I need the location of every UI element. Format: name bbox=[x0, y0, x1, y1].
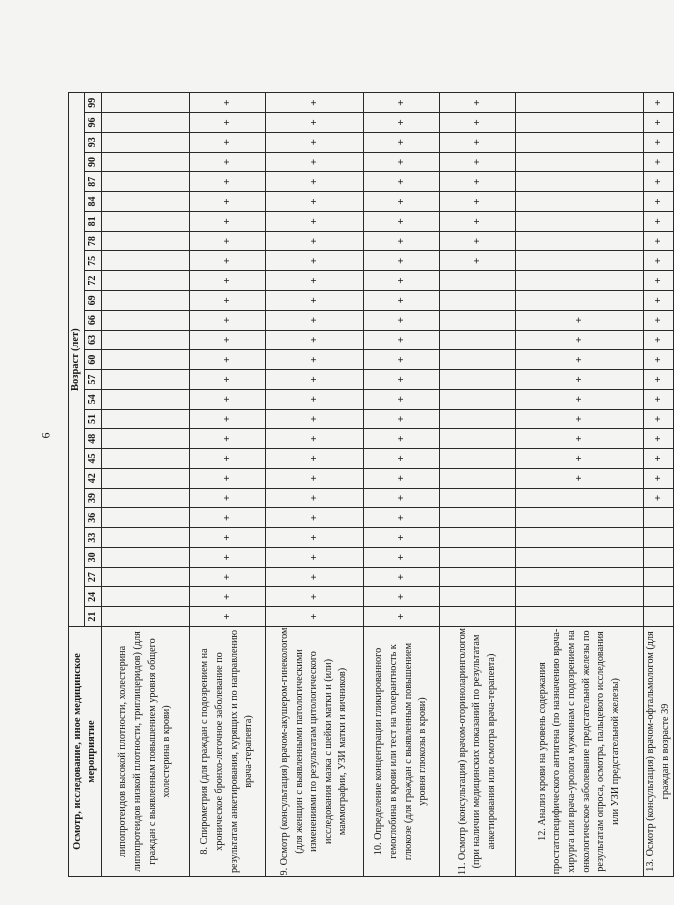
age-mark-cell: + bbox=[364, 132, 440, 152]
age-mark-cell bbox=[440, 587, 516, 607]
age-mark-cell: + bbox=[266, 409, 364, 429]
age-mark-cell bbox=[440, 370, 516, 390]
age-mark-cell bbox=[102, 172, 190, 192]
age-mark-cell: + bbox=[364, 508, 440, 528]
age-mark-cell bbox=[102, 290, 190, 310]
age-mark-cell bbox=[516, 132, 644, 152]
age-mark-cell: + bbox=[364, 113, 440, 133]
age-column-header: 69 bbox=[85, 290, 102, 310]
age-mark-cell bbox=[440, 271, 516, 291]
age-column-header: 66 bbox=[85, 310, 102, 330]
age-mark-cell bbox=[440, 350, 516, 370]
age-mark-cell bbox=[102, 211, 190, 231]
age-mark-cell bbox=[102, 251, 190, 271]
age-mark-cell: + bbox=[266, 429, 364, 449]
age-column-header: 21 bbox=[85, 607, 102, 627]
age-mark-cell: + bbox=[190, 429, 266, 449]
age-mark-cell: + bbox=[266, 370, 364, 390]
age-mark-cell: + bbox=[266, 271, 364, 291]
age-mark-cell: + bbox=[190, 271, 266, 291]
age-mark-cell bbox=[516, 172, 644, 192]
age-mark-cell: + bbox=[516, 389, 644, 409]
age-mark-cell bbox=[102, 370, 190, 390]
age-column-header: 39 bbox=[85, 488, 102, 508]
age-mark-cell: + bbox=[516, 330, 644, 350]
age-mark-cell: + bbox=[364, 330, 440, 350]
age-mark-cell bbox=[516, 93, 644, 113]
screening-schedule-table bbox=[68, 92, 674, 877]
age-mark-cell bbox=[102, 113, 190, 133]
age-column-header: 24 bbox=[85, 587, 102, 607]
age-mark-cell: + bbox=[190, 330, 266, 350]
age-mark-cell bbox=[102, 192, 190, 212]
age-mark-cell: + bbox=[644, 488, 674, 508]
age-mark-cell: + bbox=[364, 172, 440, 192]
age-column-header: 75 bbox=[85, 251, 102, 271]
age-mark-cell: + bbox=[190, 449, 266, 469]
age-mark-cell: + bbox=[440, 211, 516, 231]
table-row bbox=[644, 93, 674, 877]
age-mark-cell bbox=[516, 567, 644, 587]
age-mark-cell: + bbox=[266, 350, 364, 370]
age-mark-cell bbox=[440, 547, 516, 567]
age-mark-cell: + bbox=[364, 211, 440, 231]
age-mark-cell: + bbox=[364, 310, 440, 330]
age-mark-cell bbox=[516, 211, 644, 231]
age-mark-cell: + bbox=[190, 607, 266, 627]
age-mark-cell bbox=[516, 271, 644, 291]
age-mark-cell: + bbox=[644, 370, 674, 390]
age-mark-cell: + bbox=[440, 192, 516, 212]
age-mark-cell bbox=[644, 528, 674, 548]
age-mark-cell: + bbox=[644, 330, 674, 350]
age-mark-cell: + bbox=[266, 488, 364, 508]
age-mark-cell bbox=[440, 567, 516, 587]
age-mark-cell: + bbox=[190, 389, 266, 409]
age-mark-cell: + bbox=[364, 567, 440, 587]
age-mark-cell: + bbox=[266, 389, 364, 409]
header-row-top bbox=[69, 93, 85, 877]
age-mark-cell: + bbox=[440, 132, 516, 152]
age-mark-cell bbox=[440, 607, 516, 627]
age-mark-cell bbox=[102, 231, 190, 251]
age-mark-cell: + bbox=[644, 113, 674, 133]
age-mark-cell: + bbox=[266, 132, 364, 152]
age-mark-cell bbox=[644, 607, 674, 627]
table-row bbox=[516, 93, 644, 877]
age-mark-cell: + bbox=[190, 587, 266, 607]
age-mark-cell: + bbox=[190, 132, 266, 152]
age-mark-cell bbox=[440, 389, 516, 409]
age-mark-cell bbox=[440, 429, 516, 449]
age-mark-cell: + bbox=[440, 113, 516, 133]
age-mark-cell bbox=[440, 449, 516, 469]
age-mark-cell: + bbox=[190, 211, 266, 231]
age-mark-cell bbox=[102, 449, 190, 469]
table-row bbox=[102, 93, 190, 877]
age-mark-cell: + bbox=[516, 449, 644, 469]
age-mark-cell: + bbox=[190, 310, 266, 330]
age-mark-cell: + bbox=[190, 152, 266, 172]
age-mark-cell: + bbox=[266, 192, 364, 212]
age-mark-cell bbox=[102, 547, 190, 567]
age-mark-cell bbox=[440, 528, 516, 548]
rotated-table-container bbox=[68, 93, 671, 877]
table-row bbox=[364, 93, 440, 877]
age-mark-cell: + bbox=[364, 152, 440, 172]
age-mark-cell: + bbox=[644, 409, 674, 429]
age-column-header: 42 bbox=[85, 468, 102, 488]
procedure-cell: 11. Осмотр (консультация) врачом-оториноларингологом (при наличии медицинских показаний по результатам анкетирования или осмотра врача-терапевта) bbox=[440, 627, 516, 877]
table-row bbox=[266, 93, 364, 877]
age-mark-cell: + bbox=[266, 231, 364, 251]
age-mark-cell bbox=[102, 389, 190, 409]
procedure-cell: 13. Осмотр (консультация) врачом-офтальмологом (для граждан в возрасте 39 bbox=[644, 627, 674, 877]
age-mark-cell: + bbox=[644, 211, 674, 231]
age-mark-cell bbox=[516, 113, 644, 133]
page-number: 6 bbox=[38, 432, 53, 439]
age-mark-cell bbox=[644, 587, 674, 607]
age-mark-cell: + bbox=[190, 172, 266, 192]
age-mark-cell: + bbox=[644, 271, 674, 291]
age-mark-cell: + bbox=[266, 607, 364, 627]
age-mark-cell: + bbox=[266, 310, 364, 330]
age-mark-cell: + bbox=[516, 468, 644, 488]
age-mark-cell: + bbox=[364, 528, 440, 548]
age-mark-cell: + bbox=[644, 290, 674, 310]
age-mark-cell bbox=[440, 310, 516, 330]
age-mark-cell: + bbox=[644, 152, 674, 172]
age-mark-cell bbox=[516, 488, 644, 508]
age-mark-cell bbox=[440, 290, 516, 310]
age-mark-cell bbox=[102, 607, 190, 627]
age-mark-cell bbox=[102, 409, 190, 429]
age-column-header: 63 bbox=[85, 330, 102, 350]
age-mark-cell: + bbox=[190, 468, 266, 488]
age-mark-cell: + bbox=[190, 488, 266, 508]
age-mark-cell: + bbox=[644, 251, 674, 271]
age-mark-cell bbox=[440, 468, 516, 488]
age-mark-cell: + bbox=[190, 547, 266, 567]
age-mark-cell bbox=[440, 488, 516, 508]
age-mark-cell: + bbox=[440, 93, 516, 113]
age-mark-cell bbox=[102, 508, 190, 528]
age-mark-cell: + bbox=[644, 468, 674, 488]
age-mark-cell: + bbox=[516, 370, 644, 390]
age-column-header: 81 bbox=[85, 211, 102, 231]
age-mark-cell: + bbox=[266, 172, 364, 192]
age-column-header: 90 bbox=[85, 152, 102, 172]
age-mark-cell bbox=[644, 547, 674, 567]
age-mark-cell: + bbox=[266, 449, 364, 469]
age-mark-cell: + bbox=[364, 350, 440, 370]
age-mark-cell: + bbox=[190, 567, 266, 587]
age-mark-cell bbox=[644, 508, 674, 528]
age-mark-cell: + bbox=[364, 607, 440, 627]
age-mark-cell: + bbox=[364, 449, 440, 469]
age-mark-cell: + bbox=[266, 251, 364, 271]
age-column-header: 87 bbox=[85, 172, 102, 192]
procedure-cell: липопротеидов высокой плотности, холестерина липопротеидов низкой плотности, триглицеридов) (для граждан с выявленным повышением уровня общего холестерина в крови) bbox=[102, 627, 190, 877]
age-mark-cell: + bbox=[266, 587, 364, 607]
age-column-header: 96 bbox=[85, 113, 102, 133]
age-column-header: 93 bbox=[85, 132, 102, 152]
age-mark-cell: + bbox=[364, 251, 440, 271]
age-mark-cell bbox=[440, 508, 516, 528]
age-column-header: 54 bbox=[85, 389, 102, 409]
age-mark-cell bbox=[102, 132, 190, 152]
age-mark-cell bbox=[102, 271, 190, 291]
age-mark-cell: + bbox=[516, 429, 644, 449]
age-mark-cell: + bbox=[190, 508, 266, 528]
age-mark-cell: + bbox=[364, 370, 440, 390]
age-mark-cell: + bbox=[190, 93, 266, 113]
age-mark-cell: + bbox=[190, 528, 266, 548]
table-row bbox=[440, 93, 516, 877]
age-column-header: 99 bbox=[85, 93, 102, 113]
age-mark-cell: + bbox=[516, 310, 644, 330]
age-column-header: 27 bbox=[85, 567, 102, 587]
age-mark-cell: + bbox=[516, 350, 644, 370]
age-mark-cell bbox=[102, 468, 190, 488]
age-mark-cell bbox=[102, 350, 190, 370]
age-mark-cell: + bbox=[364, 429, 440, 449]
age-mark-cell: + bbox=[266, 528, 364, 548]
age-mark-cell bbox=[102, 567, 190, 587]
age-mark-cell bbox=[440, 409, 516, 429]
procedure-cell: 9. Осмотр (консультация) врачом-акушером-гинекологом (для женщин с выявленными патологическими изменениями по результатам цитологического исследования мазка с шейки матки и (или) маммографии, УЗИ матки и яичников) bbox=[266, 627, 364, 877]
age-mark-cell: + bbox=[190, 290, 266, 310]
age-column-header: 33 bbox=[85, 528, 102, 548]
age-mark-cell bbox=[102, 310, 190, 330]
age-column-header: 45 bbox=[85, 449, 102, 469]
age-mark-cell: + bbox=[190, 231, 266, 251]
age-mark-cell bbox=[102, 330, 190, 350]
age-column-header: 72 bbox=[85, 271, 102, 291]
age-column-header: 30 bbox=[85, 547, 102, 567]
age-mark-cell bbox=[516, 587, 644, 607]
age-mark-cell bbox=[102, 587, 190, 607]
age-mark-cell: + bbox=[364, 290, 440, 310]
age-mark-cell bbox=[102, 429, 190, 449]
age-mark-cell bbox=[516, 508, 644, 528]
age-mark-cell: + bbox=[266, 547, 364, 567]
age-mark-cell: + bbox=[364, 93, 440, 113]
age-mark-cell: + bbox=[266, 508, 364, 528]
age-mark-cell bbox=[440, 330, 516, 350]
age-mark-cell: + bbox=[266, 290, 364, 310]
age-mark-cell: + bbox=[364, 231, 440, 251]
age-mark-cell bbox=[516, 251, 644, 271]
age-column-header: 51 bbox=[85, 409, 102, 429]
age-mark-cell: + bbox=[364, 192, 440, 212]
age-mark-cell bbox=[516, 231, 644, 251]
age-column-header: 57 bbox=[85, 370, 102, 390]
age-mark-cell: + bbox=[364, 389, 440, 409]
age-mark-cell: + bbox=[440, 172, 516, 192]
age-mark-cell: + bbox=[266, 567, 364, 587]
age-mark-cell: + bbox=[644, 350, 674, 370]
age-mark-cell: + bbox=[644, 429, 674, 449]
age-mark-cell: + bbox=[266, 113, 364, 133]
age-mark-cell: + bbox=[190, 192, 266, 212]
age-mark-cell: + bbox=[266, 152, 364, 172]
age-mark-cell bbox=[516, 547, 644, 567]
table-row bbox=[190, 93, 266, 877]
age-mark-cell: + bbox=[364, 468, 440, 488]
age-mark-cell: + bbox=[190, 350, 266, 370]
age-mark-cell: + bbox=[440, 251, 516, 271]
age-column-header: 84 bbox=[85, 192, 102, 212]
age-mark-cell bbox=[516, 152, 644, 172]
age-mark-cell: + bbox=[644, 389, 674, 409]
age-mark-cell: + bbox=[440, 152, 516, 172]
procedure-cell: 8. Спирометрия (для граждан с подозрением на хроническое бронхо-легочное заболевание по результатам анкетирования, курящих и по направлению врача-терапевта) bbox=[190, 627, 266, 877]
age-mark-cell bbox=[516, 290, 644, 310]
age-column-header: 36 bbox=[85, 508, 102, 528]
age-mark-cell bbox=[516, 528, 644, 548]
age-mark-cell: + bbox=[190, 370, 266, 390]
age-mark-cell: + bbox=[190, 409, 266, 429]
procedure-cell: 10. Определение концентрации гликированного гемоглобина в крови или тест на толерантность к глюкозе (для граждан с выявленным повышением уровня глюкозы в крови) bbox=[364, 627, 440, 877]
age-mark-cell bbox=[516, 192, 644, 212]
age-mark-cell: + bbox=[644, 449, 674, 469]
age-mark-cell: + bbox=[266, 211, 364, 231]
age-mark-cell: + bbox=[190, 251, 266, 271]
age-mark-cell: + bbox=[644, 132, 674, 152]
age-group-header: Возраст (лет) bbox=[69, 93, 85, 627]
age-mark-cell bbox=[102, 528, 190, 548]
age-mark-cell: + bbox=[644, 231, 674, 251]
age-mark-cell: + bbox=[190, 113, 266, 133]
age-mark-cell: + bbox=[644, 93, 674, 113]
age-mark-cell bbox=[102, 152, 190, 172]
procedure-cell: 12. Анализ крови на уровень содержания простатспецифического антигена (по назначению врача-хирурга или врача-уролога мужчинам с подозрением на онкологическое заболевание предстательной железы по результатам опроса, осмотра, пальцевого исследования или УЗИ предстательной железы) bbox=[516, 627, 644, 877]
age-mark-cell: + bbox=[364, 409, 440, 429]
age-column-header: 48 bbox=[85, 429, 102, 449]
age-mark-cell: + bbox=[644, 172, 674, 192]
age-mark-cell: + bbox=[364, 547, 440, 567]
age-column-header: 60 bbox=[85, 350, 102, 370]
age-mark-cell bbox=[516, 607, 644, 627]
age-mark-cell: + bbox=[364, 488, 440, 508]
age-mark-cell: + bbox=[266, 93, 364, 113]
procedure-column-header: Осмотр, исследование, иное медицинское мероприятие bbox=[69, 627, 102, 877]
age-mark-cell: + bbox=[364, 587, 440, 607]
age-mark-cell bbox=[644, 567, 674, 587]
age-mark-cell: + bbox=[644, 310, 674, 330]
age-mark-cell: + bbox=[516, 409, 644, 429]
age-column-header: 78 bbox=[85, 231, 102, 251]
age-mark-cell bbox=[102, 488, 190, 508]
age-mark-cell: + bbox=[440, 231, 516, 251]
age-mark-cell: + bbox=[364, 271, 440, 291]
age-mark-cell: + bbox=[266, 330, 364, 350]
age-mark-cell bbox=[102, 93, 190, 113]
age-mark-cell: + bbox=[644, 192, 674, 212]
age-mark-cell: + bbox=[266, 468, 364, 488]
